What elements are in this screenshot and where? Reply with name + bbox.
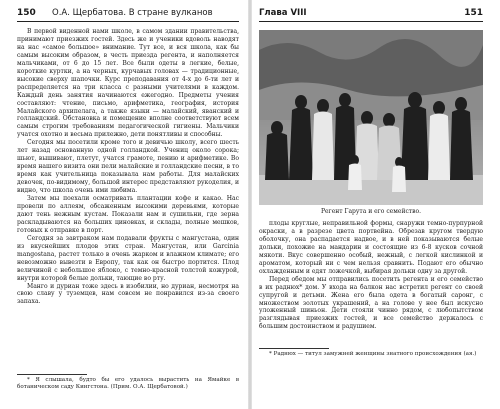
paragraph: Сегодня мы посетили кроме того и девичью школу, всего шесть лет назад основанную одной голландкой. Учениц около сорока; шьют, вышивают, плетут, учатся грамоте, пению и арифметике. Во время нашего визита они пели малайские и голландские песни, в то время как учительница показывала нам работы. Для малайских девочек, по-видимому, большой интерес представляют рукоделия, и видно, что школа очень ими любима. — [17, 139, 239, 195]
page-number: 151 — [464, 8, 483, 18]
paragraph: Сегодня за завтраком нам подавали фрукты с мангустана, один из вкуснейших плодов этих стран. Мангустан, или Garcinia mangostana, растет только в очень жарком и влажном климате; его невозможно вывезти в Европу, так как он быстро портится. Плод величиной с небольшое яблоко, с темно-красной толстой кожурой, внутри которой белые дольки, тающие во рту. — [17, 234, 239, 282]
left-page-body — [17, 28, 239, 306]
paragraph: Перед обедом мы отправились посетить регента и его семейство в их раднюх* дом. У входа на балкон нас встретил регент со своей супругой и детьми. Жена его была одета в богатый саронг, с множеством золотых украшений, а на голове у нее был искусно уложенный шиньон. Дети стояли чинно рядом, с любопытством разглядывая приезжих гостей, и все семейство держалось с большим достоинством и радушием. — [259, 275, 483, 331]
right-page-body — [259, 220, 483, 331]
left-page — [0, 0, 247, 409]
family-photograph — [259, 30, 483, 205]
photo-caption: Регент Гарута и его семейство. — [320, 208, 422, 215]
left-page-header — [17, 5, 239, 22]
right-page — [253, 0, 500, 409]
paragraph: В первой виденной нами школе, в самом здании правительства, принимают приезжих гостей. Здесь же и ученики вдоволь наводят на нас «самое большое» внимание. Тут все, и вся школа, как бы самым высоким образом, в честь приезда регента, и наполняется мальчиками, от 6 до 15 лет. Все были одеты в легкие, белые, короткие куртки, а на черных, курчавых головах — традиционные, высокие сверху шапочки. Курс преподавания от 4-х до 6-ти лет и распределяется на три класса с разными учителями в каждом. Каждый день занятия начинаются ежегодно. Предметы учения составляют: чтение, письмо, арифметика, география, история Малайского архипелага, а также языки — малайский, яванский и голландский. Обстановка и помещение вполне соответствуют всем самым строгим требованиям педагогической гигиены. Мальчики учатся охотно и весьма прилежно, дети понятливы и способны. — [17, 28, 239, 139]
running-title: О.А. Щербатова. В стране вулканов — [52, 8, 213, 18]
chapter-title: Глава VIII — [259, 8, 307, 18]
footnote: * Раднюх — титул замужней женщины знатного происхождения (ая.) — [269, 351, 477, 357]
paragraph: Затем мы поехали осматривать плантации кофе и какао. Нас провели по аллеям, обсаженным высокими деревьями, которые дают тень нежным кустам. Показали нам и сушильни, где зерна раскладываются на больших циновках, и склады, полные мешков, готовых к отправке в порт. — [17, 195, 239, 234]
page-number: 150 — [17, 8, 36, 18]
footnote-rule — [17, 374, 87, 375]
photo-image — [259, 30, 483, 205]
footnote-rule — [259, 348, 329, 349]
right-page-header — [259, 5, 483, 22]
footnote: * Я слышала, будто бы его удалось вырастить на Ямайке в ботаническом саду Кингстона. (Прим. О.А. Щербатовой.) — [17, 377, 239, 391]
paragraph: плоды круглые, неправильной формы, снаружи темно-пурпурной окраски, а в разрезе цвета портвейна. Обрезав кругом твердую оболочку, она распадается надвое, и в ней показываются белые дольки, похожие на мандарин и состоящие из 6-8 кусков сочной мякоти. Вкус совершенно особый, нежный, с легкой кислинкой и ароматом, который ни с чем нельзя сравнить. Подают его обычно охлажденным и едят ложечкой, выбирая дольки одну за другой. — [259, 220, 483, 275]
book-gutter — [248, 0, 252, 409]
paragraph: Манго и дуриан тоже здесь в изобилии, но дуриан, несмотря на свою славу у туземцев, нам совсем не понравился из-за своего запаха. — [17, 282, 239, 306]
